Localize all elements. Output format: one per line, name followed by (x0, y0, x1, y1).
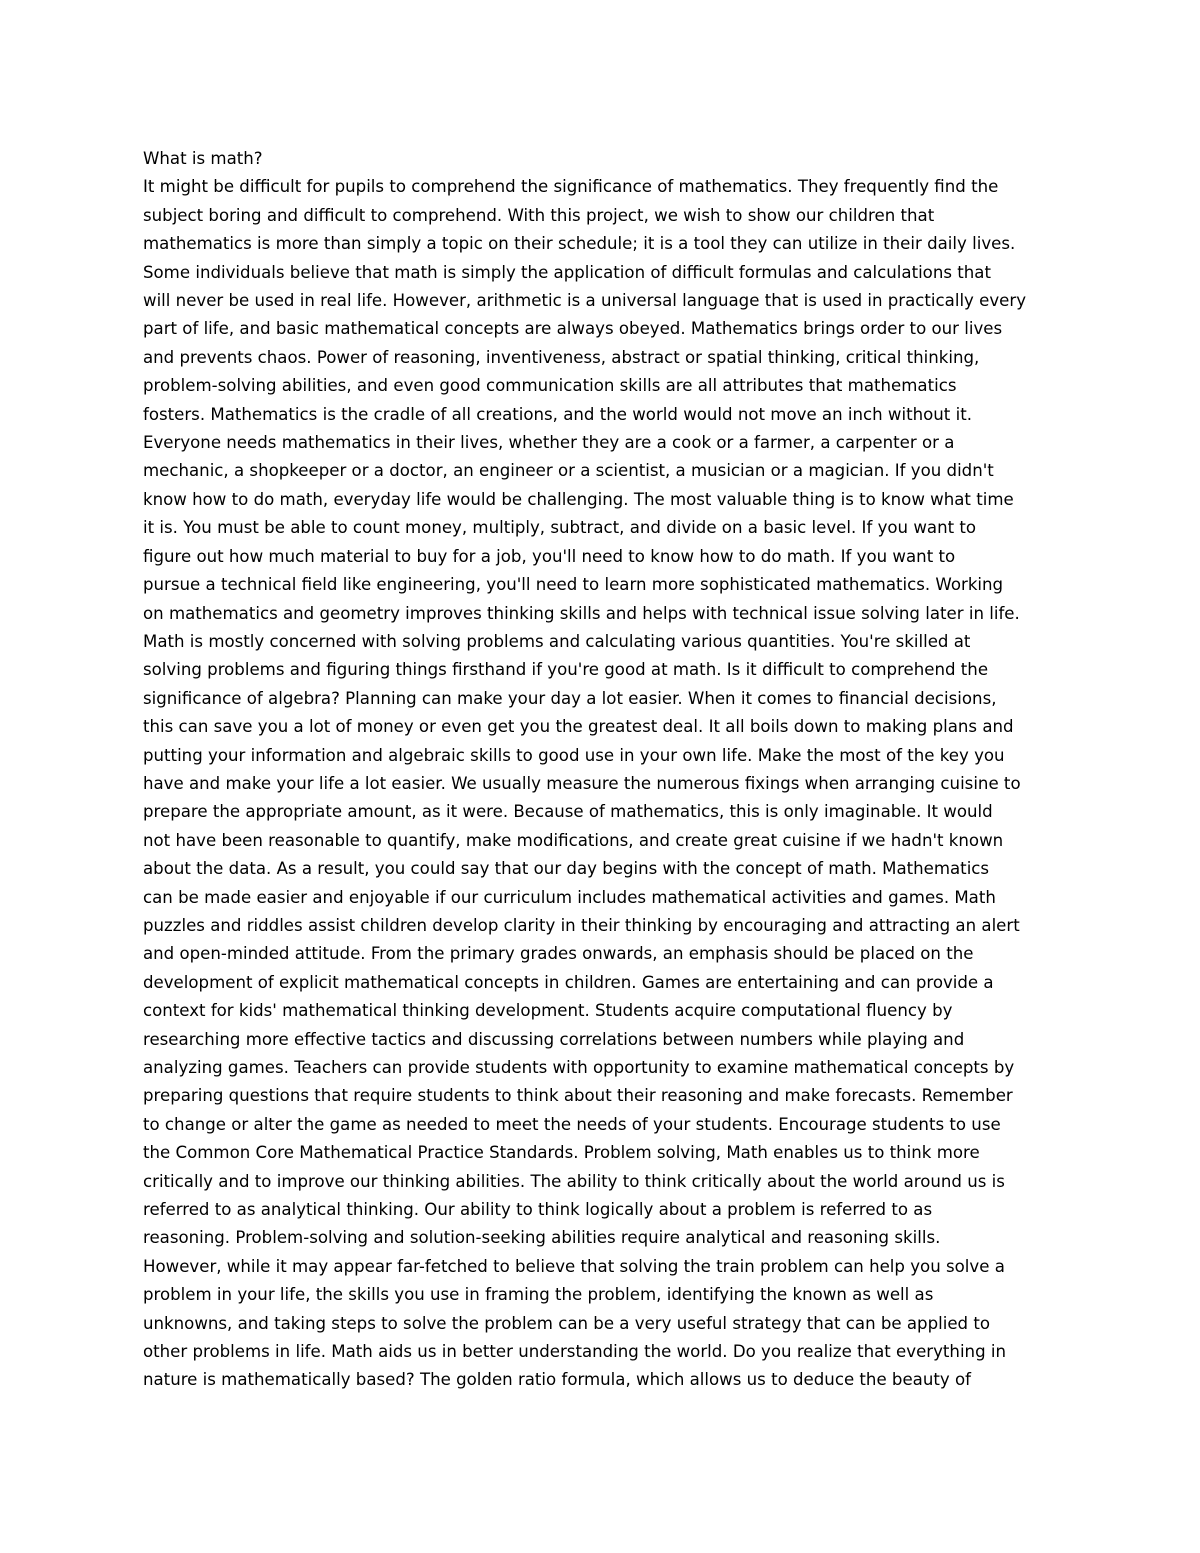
paragraph-line: mechanic, a shopkeeper or a doctor, an engineer or a scientist, a musician or a magician. If you didn't (143, 461, 994, 481)
paragraph-line: reasoning. Problem-solving and solution-seeking abilities require analytical and reasoning skills. (143, 1228, 941, 1248)
paragraph-line: can be made easier and enjoyable if our curriculum includes mathematical activities and games. Math (143, 887, 996, 907)
paragraph-line: this can save you a lot of money or even get you the greatest deal. It all boils down to making plans and (143, 717, 1014, 737)
paragraph-line: solving problems and figuring things firsthand if you're good at math. Is it difficult to comprehend the (143, 660, 989, 680)
paragraph-line: critically and to improve our thinking abilities. The ability to think critically about the world around us is (143, 1171, 1005, 1191)
paragraph-line: Math is mostly concerned with solving problems and calculating various quantities. You're skilled at (143, 631, 971, 651)
paragraph-line: significance of algebra? Planning can make your day a lot easier. When it comes to financial decisions, (143, 688, 997, 708)
paragraph-line: putting your information and algebraic skills to good use in your own life. Make the most of the key you (143, 745, 1005, 765)
paragraph-line: on mathematics and geometry improves thinking skills and helps with technical issue solving later in life. (143, 603, 1020, 623)
paragraph-line: mathematics is more than simply a topic on their schedule; it is a tool they can utilize in their daily lives. (143, 234, 1016, 254)
paragraph-line: it is. You must be able to count money, multiply, subtract, and divide on a basic level. If you want to (143, 518, 977, 538)
paragraph-line: preparing questions that require students to think about their reasoning and make forecasts. Remember (143, 1086, 1013, 1106)
paragraph-line: researching more effective tactics and discussing correlations between numbers while playing and (143, 1029, 965, 1049)
paragraph-line: context for kids' mathematical thinking development. Students acquire computational fluency by (143, 1001, 953, 1021)
paragraph-line: the Common Core Mathematical Practice Standards. Problem solving, Math enables us to think more (143, 1143, 980, 1163)
paragraph-line: subject boring and difficult to comprehend. With this project, we wish to show our children that (143, 205, 935, 225)
paragraph-line: development of explicit mathematical concepts in children. Games are entertaining and can provide a (143, 972, 994, 992)
document-body (143, 145, 1055, 1395)
paragraph-line: Everyone needs mathematics in their lives, whether they are a cook or a farmer, a carpenter or a (143, 433, 955, 453)
document-title: What is math? (143, 149, 263, 168)
paragraph-line: fosters. Mathematics is the cradle of all creations, and the world would not move an inch without it. (143, 404, 972, 424)
paragraph-line: problem in your life, the skills you use in framing the problem, identifying the known as well as (143, 1285, 934, 1305)
paragraph-line: figure out how much material to buy for a job, you'll need to know how to do math. If you want to (143, 546, 956, 566)
paragraph-line: about the data. As a result, you could say that our day begins with the concept of math. Mathematics (143, 859, 990, 879)
paragraph-line: nature is mathematically based? The golden ratio formula, which allows us to deduce the beauty of (143, 1370, 971, 1390)
paragraph-line: It might be difficult for pupils to comprehend the significance of mathematics. They frequently find the (143, 177, 999, 197)
paragraph-line: have and make your life a lot easier. We usually measure the numerous fixings when arranging cuisine to (143, 773, 1021, 793)
document-paragraph (143, 173, 1055, 1394)
paragraph-line: will never be used in real life. However, arithmetic is a universal language that is used in practically every (143, 291, 1027, 311)
paragraph-line: problem-solving abilities, and even good communication skills are all attributes that mathematics (143, 376, 957, 396)
paragraph-line: part of life, and basic mathematical concepts are always obeyed. Mathematics brings order to our lives (143, 319, 1003, 339)
paragraph-line: and open-minded attitude. From the primary grades onwards, an emphasis should be placed on the (143, 944, 974, 964)
paragraph-line: prepare the appropriate amount, as it were. Because of mathematics, this is only imaginable. It would (143, 802, 993, 822)
paragraph-line: to change or alter the game as needed to meet the needs of your students. Encourage students to use (143, 1114, 1001, 1134)
paragraph-line: know how to do math, everyday life would be challenging. The most valuable thing is to know what time (143, 489, 1014, 509)
paragraph-line: puzzles and riddles assist children develop clarity in their thinking by encouraging and attracting an alert (143, 915, 1020, 935)
paragraph-line: other problems in life. Math aids us in better understanding the world. Do you realize that everything in (143, 1342, 1007, 1362)
paragraph-line: and prevents chaos. Power of reasoning, inventiveness, abstract or spatial thinking, critical thinking, (143, 347, 980, 367)
paragraph-line: not have been reasonable to quantify, make modifications, and create great cuisine if we hadn't known (143, 830, 1004, 850)
paragraph-line: unknowns, and taking steps to solve the problem can be a very useful strategy that can be applied to (143, 1313, 991, 1333)
paragraph-line: analyzing games. Teachers can provide students with opportunity to examine mathematical concepts by (143, 1058, 1015, 1077)
paragraph-line: pursue a technical field like engineering, you'll need to learn more sophisticated mathematics. Working (143, 575, 1004, 595)
paragraph-line: referred to as analytical thinking. Our ability to think logically about a problem is referred to as (143, 1200, 933, 1220)
paragraph-line: However, while it may appear far-fetched to believe that solving the train problem can help you solve a (143, 1256, 1005, 1276)
paragraph-line: Some individuals believe that math is simply the application of difficult formulas and calculations that (143, 262, 991, 282)
